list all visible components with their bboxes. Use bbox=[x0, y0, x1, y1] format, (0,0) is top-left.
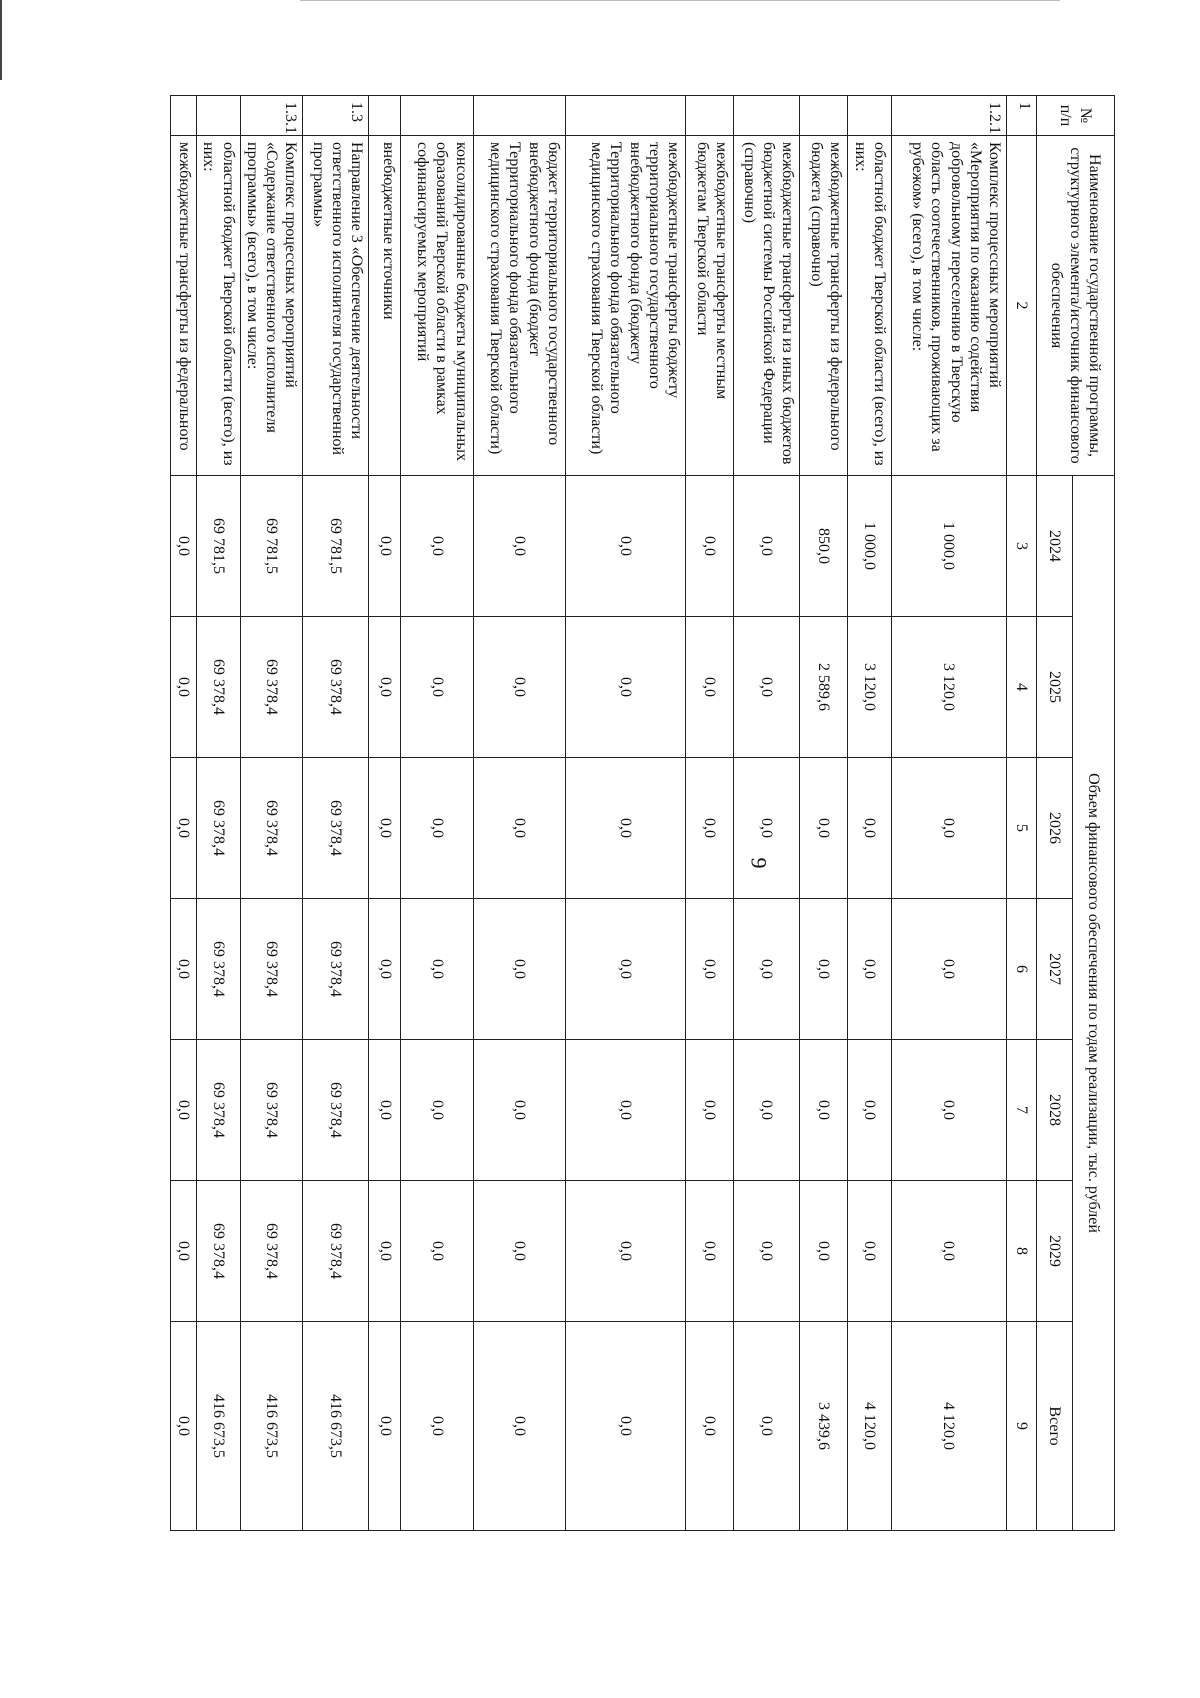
row-code: 1.3.1 bbox=[240, 96, 303, 136]
value-cell: 0,0 bbox=[734, 1181, 800, 1322]
table-header bbox=[1007, 96, 1115, 1531]
value-cell: 0,0 bbox=[565, 899, 685, 1040]
total-cell: 0,0 bbox=[473, 1322, 565, 1531]
table-row bbox=[369, 96, 401, 1531]
value-cell: 0,0 bbox=[800, 758, 848, 899]
row-code: 1.2.1 bbox=[891, 96, 1006, 136]
value-cell: 69 378,4 bbox=[240, 758, 303, 899]
value-cell: 69 378,4 bbox=[303, 1040, 369, 1181]
value-cell: 0,0 bbox=[473, 899, 565, 1040]
index-cell: 7 bbox=[1007, 1040, 1037, 1181]
row-name: областной бюджет Тверской области (всего), из них: bbox=[848, 136, 891, 476]
value-cell: 0,0 bbox=[401, 1181, 473, 1322]
value-cell: 69 378,4 bbox=[303, 1181, 369, 1322]
row-code bbox=[197, 96, 240, 136]
value-cell: 0,0 bbox=[891, 1040, 1006, 1181]
value-cell: 0,0 bbox=[734, 1040, 800, 1181]
value-cell: 69 378,4 bbox=[240, 617, 303, 758]
row-name: межбюджетные трансферты из федерального бюджета (справочно) bbox=[800, 136, 848, 476]
value-cell: 0,0 bbox=[473, 1181, 565, 1322]
total-cell: 0,0 bbox=[686, 1322, 734, 1531]
index-cell: 4 bbox=[1007, 617, 1037, 758]
value-cell: 0,0 bbox=[565, 758, 685, 899]
total-cell: 0,0 bbox=[565, 1322, 685, 1531]
value-cell: 0,0 bbox=[565, 1181, 685, 1322]
row-code bbox=[734, 96, 800, 136]
table-row bbox=[891, 96, 1006, 1531]
value-cell: 69 378,4 bbox=[240, 1040, 303, 1181]
value-cell: 0,0 bbox=[369, 899, 401, 1040]
table-row bbox=[197, 96, 240, 1531]
value-cell: 0,0 bbox=[734, 899, 800, 1040]
row-name: бюджет территориального государственного внебюджетного фонда (бюджет Территориального фонда обязательного медицинского страхования Тверской области) bbox=[473, 136, 565, 476]
value-cell: 0,0 bbox=[800, 899, 848, 1040]
value-cell: 0,0 bbox=[401, 1040, 473, 1181]
table-row bbox=[848, 96, 891, 1531]
value-cell: 3 120,0 bbox=[891, 617, 1006, 758]
value-cell: 0,0 bbox=[686, 1040, 734, 1181]
value-cell: 0,0 bbox=[848, 758, 891, 899]
value-cell: 69 378,4 bbox=[303, 617, 369, 758]
value-cell: 0,0 bbox=[401, 476, 473, 617]
value-cell: 0,0 bbox=[473, 617, 565, 758]
header-year: 2026 bbox=[1037, 758, 1073, 899]
value-cell: 0,0 bbox=[800, 1181, 848, 1322]
value-cell: 0,0 bbox=[171, 617, 197, 758]
total-cell: 3 439,6 bbox=[800, 1322, 848, 1531]
value-cell: 0,0 bbox=[369, 1181, 401, 1322]
table-row bbox=[473, 96, 565, 1531]
total-cell: 0,0 bbox=[401, 1322, 473, 1531]
table-row bbox=[686, 96, 734, 1531]
total-cell: 4 120,0 bbox=[848, 1322, 891, 1531]
value-cell: 0,0 bbox=[369, 758, 401, 899]
row-code bbox=[848, 96, 891, 136]
table-body bbox=[171, 96, 1007, 1531]
value-cell: 69 378,4 bbox=[240, 1181, 303, 1322]
header-year: 2024 bbox=[1037, 476, 1073, 617]
row-code bbox=[686, 96, 734, 136]
value-cell: 0,0 bbox=[473, 1040, 565, 1181]
value-cell: 69 378,4 bbox=[197, 617, 240, 758]
row-code bbox=[473, 96, 565, 136]
value-cell: 0,0 bbox=[734, 758, 800, 899]
header-col-no: № п/п bbox=[1037, 96, 1115, 136]
value-cell: 0,0 bbox=[686, 899, 734, 1040]
value-cell: 0,0 bbox=[686, 617, 734, 758]
index-cell: 8 bbox=[1007, 1181, 1037, 1322]
row-code: 1.3 bbox=[303, 96, 369, 136]
index-row bbox=[1007, 96, 1037, 1531]
index-cell: 5 bbox=[1007, 758, 1037, 899]
value-cell: 0,0 bbox=[369, 476, 401, 617]
total-cell: 416 673,5 bbox=[303, 1322, 369, 1531]
value-cell: 0,0 bbox=[891, 1181, 1006, 1322]
row-name: внебюджетные источники bbox=[369, 136, 401, 476]
header-col-group: Объем финансового обеспечения по годам реализации, тыс. рублей bbox=[1073, 476, 1115, 1531]
value-cell: 0,0 bbox=[891, 899, 1006, 1040]
value-cell: 69 378,4 bbox=[197, 899, 240, 1040]
value-cell: 0,0 bbox=[848, 1181, 891, 1322]
value-cell: 0,0 bbox=[565, 476, 685, 617]
table-row bbox=[240, 96, 303, 1531]
total-cell: 416 673,5 bbox=[197, 1322, 240, 1531]
value-cell: 69 781,5 bbox=[197, 476, 240, 617]
value-cell: 0,0 bbox=[401, 899, 473, 1040]
value-cell: 0,0 bbox=[401, 617, 473, 758]
row-name: Направление 3 «Обеспечение деятельности ответственного исполнителя государственной программы» bbox=[303, 136, 369, 476]
value-cell: 0,0 bbox=[473, 758, 565, 899]
value-cell: 0,0 bbox=[171, 899, 197, 1040]
row-name: межбюджетные трансферты бюджету территориального государственного внебюджетного фонда (бюджету Территориального фонда обязательного медицинского страхования Тверской области) bbox=[565, 136, 685, 476]
header-year: 2027 bbox=[1037, 899, 1073, 1040]
value-cell: 0,0 bbox=[891, 758, 1006, 899]
header-year: 2029 bbox=[1037, 1181, 1073, 1322]
header-col-name: Наименование государственной программы, структурного элемента/источник финансового обеспечения bbox=[1037, 136, 1115, 476]
total-cell: 0,0 bbox=[369, 1322, 401, 1531]
row-code bbox=[565, 96, 685, 136]
header-total: Всего bbox=[1037, 1322, 1073, 1531]
row-name: межбюджетные трансферты из федерального bbox=[171, 136, 197, 476]
value-cell: 69 378,4 bbox=[197, 1181, 240, 1322]
value-cell: 1 000,0 bbox=[891, 476, 1006, 617]
table-wrapper bbox=[170, 95, 1115, 1530]
table-row bbox=[734, 96, 800, 1531]
financing-table bbox=[170, 95, 1115, 1531]
total-cell: 4 120,0 bbox=[891, 1322, 1006, 1531]
scan-edge-top bbox=[300, 0, 1060, 1]
index-cell: 2 bbox=[1007, 136, 1037, 476]
row-name: Комплекс процессных мероприятий «Мероприятия по оказанию содействия добровольному переселению в Тверскую область соотечественников, проживающих за рубежом» (всего), в том числе: bbox=[891, 136, 1006, 476]
value-cell: 850,0 bbox=[800, 476, 848, 617]
value-cell: 1 000,0 bbox=[848, 476, 891, 617]
value-cell: 0,0 bbox=[565, 1040, 685, 1181]
value-cell: 3 120,0 bbox=[848, 617, 891, 758]
row-code bbox=[171, 96, 197, 136]
row-name: межбюджетные трансферты местным бюджетам Тверской области bbox=[686, 136, 734, 476]
value-cell: 0,0 bbox=[686, 1181, 734, 1322]
row-name: областной бюджет Тверской области (всего), из них: bbox=[197, 136, 240, 476]
value-cell: 69 781,5 bbox=[303, 476, 369, 617]
value-cell: 0,0 bbox=[369, 617, 401, 758]
page-number: 9 bbox=[746, 857, 772, 869]
total-cell: 0,0 bbox=[734, 1322, 800, 1531]
row-code bbox=[369, 96, 401, 136]
table-row bbox=[401, 96, 473, 1531]
row-name: межбюджетные трансферты из иных бюджетов бюджетной системы Российской Федерации (справочно) bbox=[734, 136, 800, 476]
total-cell: 0,0 bbox=[171, 1322, 197, 1531]
scan-edge bbox=[0, 0, 2, 80]
value-cell: 0,0 bbox=[800, 1040, 848, 1181]
index-cell: 6 bbox=[1007, 899, 1037, 1040]
value-cell: 0,0 bbox=[473, 476, 565, 617]
row-name: Комплекс процессных мероприятий «Содержание ответственного исполнителя программы» (всего), в том числе: bbox=[240, 136, 303, 476]
value-cell: 0,0 bbox=[565, 617, 685, 758]
row-code bbox=[800, 96, 848, 136]
header-year: 2025 bbox=[1037, 617, 1073, 758]
index-cell: 3 bbox=[1007, 476, 1037, 617]
value-cell: 0,0 bbox=[369, 1040, 401, 1181]
table-row bbox=[800, 96, 848, 1531]
value-cell: 0,0 bbox=[848, 899, 891, 1040]
value-cell: 0,0 bbox=[171, 1040, 197, 1181]
value-cell: 0,0 bbox=[848, 1040, 891, 1181]
total-cell: 416 673,5 bbox=[240, 1322, 303, 1531]
value-cell: 0,0 bbox=[686, 476, 734, 617]
value-cell: 0,0 bbox=[171, 476, 197, 617]
value-cell: 69 378,4 bbox=[303, 899, 369, 1040]
value-cell: 69 781,5 bbox=[240, 476, 303, 617]
header-year: 2028 bbox=[1037, 1040, 1073, 1181]
row-code bbox=[401, 96, 473, 136]
value-cell: 0,0 bbox=[734, 476, 800, 617]
value-cell: 0,0 bbox=[686, 758, 734, 899]
value-cell: 69 378,4 bbox=[303, 758, 369, 899]
value-cell: 0,0 bbox=[171, 758, 197, 899]
value-cell: 0,0 bbox=[734, 617, 800, 758]
value-cell: 69 378,4 bbox=[197, 1040, 240, 1181]
row-name: консолидированные бюджеты муниципальных образований Тверской области в рамках софинансируемых мероприятий bbox=[401, 136, 473, 476]
value-cell: 69 378,4 bbox=[197, 758, 240, 899]
value-cell: 69 378,4 bbox=[240, 899, 303, 1040]
value-cell: 0,0 bbox=[401, 758, 473, 899]
value-cell: 2 589,6 bbox=[800, 617, 848, 758]
index-cell: 9 bbox=[1007, 1322, 1037, 1531]
table-row bbox=[303, 96, 369, 1531]
table-row bbox=[565, 96, 685, 1531]
table-row bbox=[171, 96, 197, 1531]
value-cell: 0,0 bbox=[171, 1181, 197, 1322]
index-cell: 1 bbox=[1007, 96, 1037, 136]
